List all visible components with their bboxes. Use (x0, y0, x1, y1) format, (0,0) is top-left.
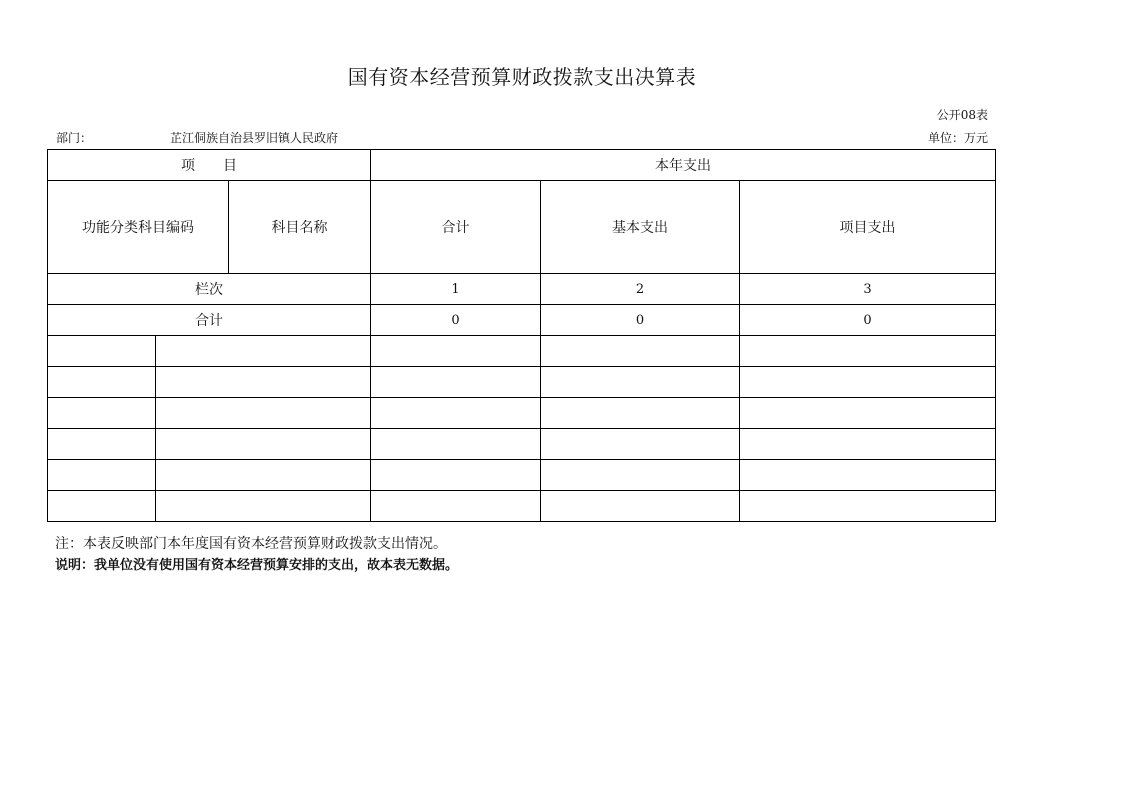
item-header: 项 目 (48, 150, 371, 181)
empty-cell (740, 367, 996, 398)
empty-cell (371, 367, 541, 398)
department-name: 芷江侗族自治县罗旧镇人民政府 (170, 131, 339, 145)
total-cell: 0 (541, 305, 740, 336)
empty-cell (541, 460, 740, 491)
empty-cell (541, 429, 740, 460)
empty-cell (740, 429, 996, 460)
table-row (48, 398, 996, 429)
empty-cell (371, 336, 541, 367)
empty-cell (48, 429, 156, 460)
total-row-label: 合计 (48, 305, 371, 336)
col-basic-expense: 基本支出 (541, 181, 740, 274)
empty-cell (541, 367, 740, 398)
empty-cell (156, 429, 371, 460)
empty-cell (48, 460, 156, 491)
table-row (48, 491, 996, 522)
empty-cell (371, 491, 541, 522)
empty-cell (541, 336, 740, 367)
table-row (48, 367, 996, 398)
total-cell: 0 (371, 305, 541, 336)
form-number: 公开08表 (936, 108, 988, 122)
empty-cell (541, 398, 740, 429)
index-cell: 2 (541, 274, 740, 305)
empty-cell (740, 398, 996, 429)
empty-cell (371, 398, 541, 429)
empty-cell (156, 336, 371, 367)
index-cell: 1 (371, 274, 541, 305)
report-title: 国有资本经营预算财政拨款支出决算表 (347, 65, 697, 89)
empty-cell (156, 398, 371, 429)
expense-header: 本年支出 (371, 150, 996, 181)
empty-cell (740, 336, 996, 367)
empty-cell (371, 460, 541, 491)
total-cell: 0 (740, 305, 996, 336)
empty-cell (541, 491, 740, 522)
unit-label: 单位：万元 (927, 131, 988, 145)
table-row (48, 429, 996, 460)
col-total: 合计 (371, 181, 541, 274)
table-row (48, 460, 996, 491)
empty-cell (371, 429, 541, 460)
empty-cell (156, 491, 371, 522)
department-label: 部门： (56, 131, 93, 145)
table-note: 注：本表反映部门本年度国有资本经营预算财政拨款支出情况。 (55, 536, 447, 552)
col-subject-name: 科目名称 (229, 181, 371, 274)
index-cell: 3 (740, 274, 996, 305)
empty-cell (48, 367, 156, 398)
budget-table (47, 149, 996, 522)
explanation-text: 说明：我单位没有使用国有资本经营预算安排的支出，故本表无数据。 (55, 558, 459, 573)
col-project-expense: 项目支出 (740, 181, 996, 274)
empty-cell (740, 491, 996, 522)
row-index-label: 栏次 (48, 274, 371, 305)
col-function-code: 功能分类科目编码 (48, 181, 229, 274)
empty-cell (740, 460, 996, 491)
empty-cell (48, 336, 156, 367)
table-row (48, 336, 996, 367)
empty-cell (48, 491, 156, 522)
empty-cell (156, 460, 371, 491)
empty-cell (48, 398, 156, 429)
empty-cell (156, 367, 371, 398)
